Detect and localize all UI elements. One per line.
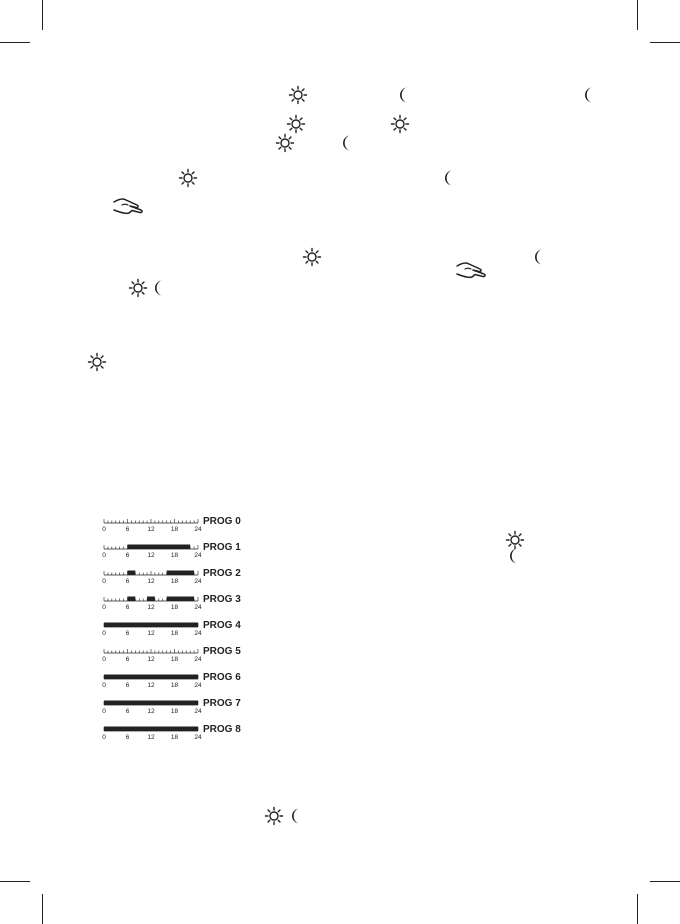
moon-icon <box>530 247 550 267</box>
tick-label: 24 <box>194 630 202 637</box>
on-period-bar <box>104 623 198 628</box>
tick-label: 12 <box>147 526 155 533</box>
tick-label: 12 <box>147 708 155 715</box>
tick-label: 6 <box>125 734 130 741</box>
sun-icon <box>264 806 284 826</box>
tick-label: 0 <box>102 526 106 533</box>
moon-icon <box>150 278 170 298</box>
tick-label: 6 <box>125 656 130 663</box>
tick-label: 18 <box>170 656 179 663</box>
tick-label: 12 <box>147 552 155 559</box>
tick-label: 0 <box>102 630 106 637</box>
tick-label: 6 <box>125 630 130 637</box>
tick-label: 6 <box>125 578 130 585</box>
crop-mark <box>0 881 30 882</box>
crop-mark <box>42 0 43 30</box>
tick-label: 6 <box>125 708 130 715</box>
tick-label: 0 <box>102 708 106 715</box>
sun-icon <box>275 133 295 153</box>
on-period-bar <box>128 545 191 550</box>
tick-label: 0 <box>102 682 106 689</box>
sun-icon <box>286 114 306 134</box>
tick-label: 18 <box>170 526 179 533</box>
tick-label: 0 <box>102 604 106 611</box>
program-label: PROG 5 <box>203 646 241 657</box>
on-period-bar <box>104 727 198 732</box>
moon-icon <box>287 806 307 826</box>
tick-label: 12 <box>147 604 155 611</box>
tick-label: 24 <box>194 526 202 533</box>
tick-label: 0 <box>102 734 106 741</box>
program-label: PROG 0 <box>203 516 241 527</box>
moon-icon <box>440 168 460 188</box>
crop-mark <box>650 881 680 882</box>
hand-icon <box>455 260 487 280</box>
moon-icon <box>338 133 358 153</box>
crop-mark <box>650 42 680 43</box>
crop-mark <box>637 0 638 30</box>
sun-icon <box>87 352 107 372</box>
tick-label: 24 <box>194 708 202 715</box>
sun-icon <box>178 168 198 188</box>
tick-label: 24 <box>194 656 202 663</box>
tick-label: 6 <box>125 526 130 533</box>
tick-label: 18 <box>170 552 179 559</box>
program-schedule-chart <box>100 515 260 755</box>
tick-label: 6 <box>125 604 130 611</box>
tick-label: 18 <box>170 734 179 741</box>
program-label: PROG 1 <box>203 542 241 553</box>
crop-mark <box>637 894 638 924</box>
tick-label: 0 <box>102 578 106 585</box>
program-label: PROG 3 <box>203 594 241 605</box>
tick-label: 18 <box>170 682 179 689</box>
sun-icon <box>390 114 410 134</box>
tick-label: 12 <box>147 578 155 585</box>
crop-mark <box>42 894 43 924</box>
tick-label: 24 <box>194 734 202 741</box>
tick-label: 24 <box>194 552 202 559</box>
tick-label: 0 <box>102 552 106 559</box>
on-period-bar <box>147 597 155 602</box>
hand-icon <box>112 196 144 216</box>
program-label: PROG 7 <box>203 698 241 709</box>
tick-label: 18 <box>170 708 179 715</box>
on-period-bar <box>104 675 198 680</box>
tick-label: 18 <box>170 630 179 637</box>
tick-label: 12 <box>147 734 155 741</box>
on-period-bar <box>128 597 136 602</box>
tick-label: 18 <box>170 578 179 585</box>
crop-mark <box>0 42 30 43</box>
on-period-bar <box>167 597 194 602</box>
program-label: PROG 8 <box>203 724 241 735</box>
sun-icon <box>288 85 308 105</box>
tick-label: 18 <box>170 604 179 611</box>
moon-icon <box>580 85 600 105</box>
program-label: PROG 4 <box>203 620 241 631</box>
tick-label: 0 <box>102 656 106 663</box>
tick-label: 12 <box>147 682 155 689</box>
tick-label: 6 <box>125 552 130 559</box>
tick-label: 12 <box>147 656 155 663</box>
tick-label: 6 <box>125 682 130 689</box>
on-period-bar <box>104 701 198 706</box>
on-period-bar <box>128 571 136 576</box>
on-period-bar <box>167 571 194 576</box>
tick-label: 24 <box>194 578 202 585</box>
sun-icon <box>128 278 148 298</box>
tick-label: 24 <box>194 682 202 689</box>
program-label: PROG 2 <box>203 568 241 579</box>
program-label: PROG 6 <box>203 672 241 683</box>
moon-icon <box>505 546 525 566</box>
tick-label: 24 <box>194 604 202 611</box>
sun-icon <box>302 247 322 267</box>
tick-label: 12 <box>147 630 155 637</box>
moon-icon <box>395 85 415 105</box>
